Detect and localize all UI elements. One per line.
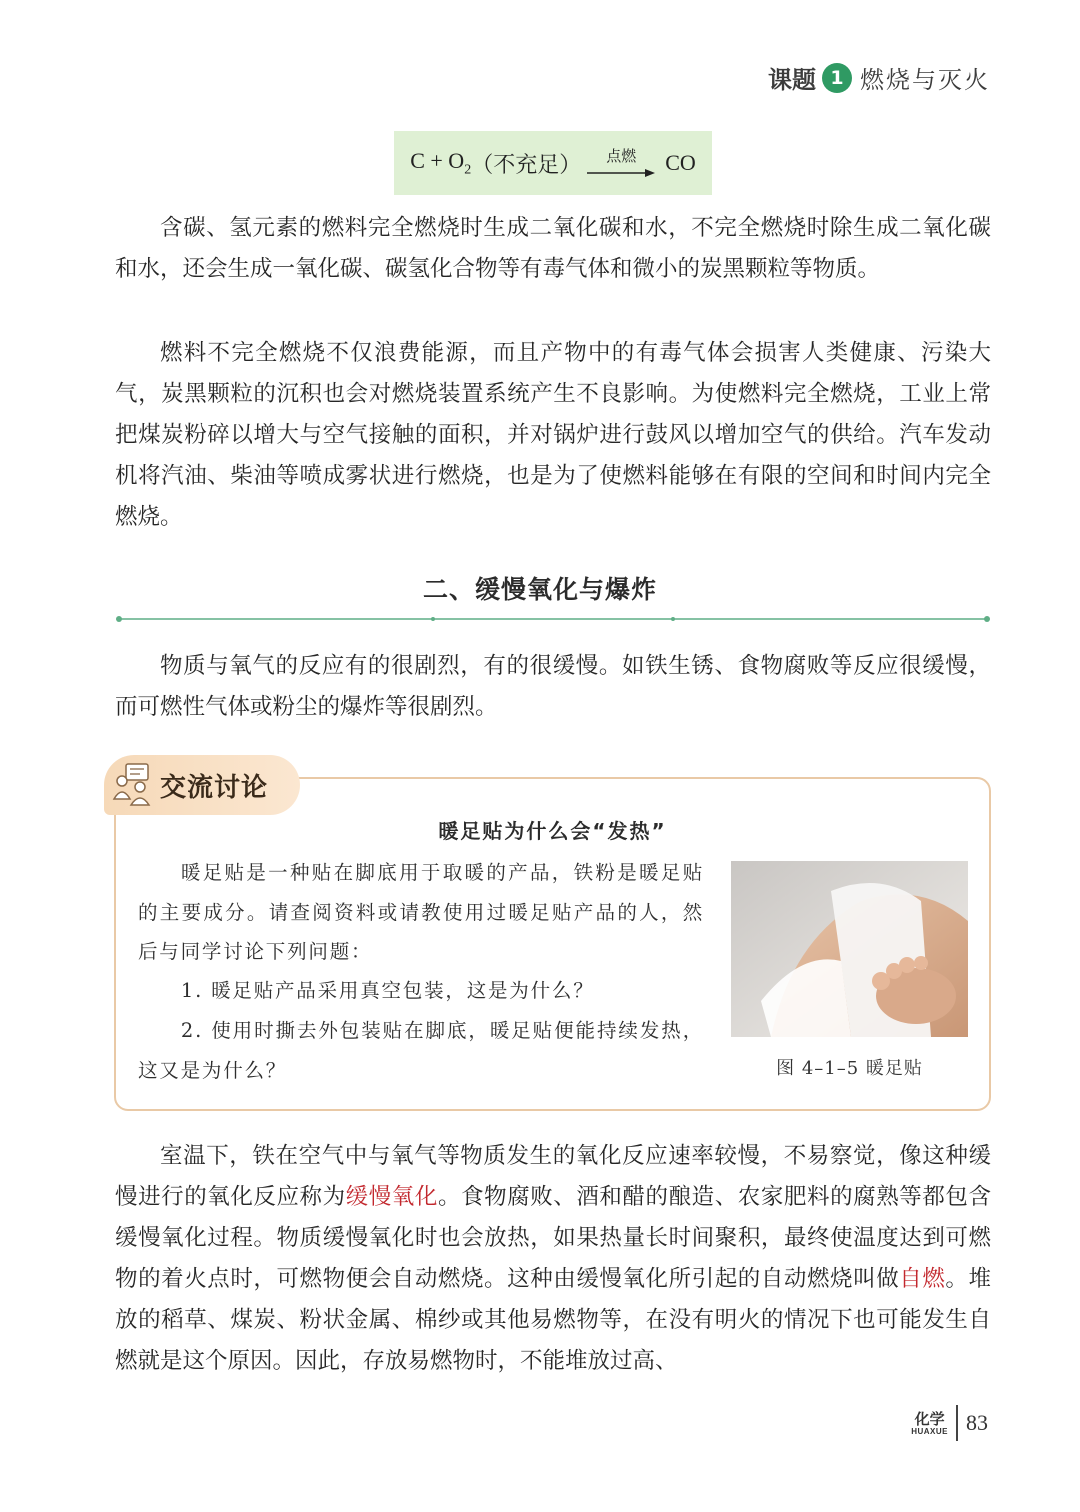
discussion-people-icon xyxy=(112,761,156,807)
o2-subscript: 2 xyxy=(464,162,472,178)
term-spontaneous-combustion: 自燃 xyxy=(899,1266,946,1292)
paragraph-incomplete-combustion: 燃料不完全燃烧不仅浪费能源，而且产物中的有毒气体会损害人类健康、污染大气，炭黑颗粒的沉积也会对燃烧装置系统产生不良影响。为使燃料完全燃烧，工业上常把煤炭粉碎以增大与空气接触的面积，并对锅炉进行鼓风以增加空气的供给。汽车发动机将汽油、柴油等喷成雾状进行燃烧，也是为了使燃料能够在有限的空间和时间内完全燃烧。 xyxy=(115,340,991,530)
chapter-label: 课题 xyxy=(768,66,816,94)
discussion-heading: 暖足贴为什么会“发热” xyxy=(438,819,667,843)
arrow-right-icon xyxy=(587,167,655,179)
discussion-question-2: 2. 使用时撕去外包装贴在脚底，暖足贴便能持续发热，这又是为什么？ xyxy=(138,1019,704,1082)
section-divider xyxy=(115,612,991,626)
equation-box xyxy=(394,131,712,195)
discussion-tab xyxy=(104,755,300,815)
reaction-arrow xyxy=(587,148,655,179)
subject-logo: 化学 HUAXUE xyxy=(911,1409,948,1436)
chapter-title: 燃烧与灭火 xyxy=(860,66,990,94)
arrow-condition: 点燃 xyxy=(606,148,637,165)
chapter-header xyxy=(768,60,990,95)
figure-caption: 图 4–1–5 暖足贴 xyxy=(776,1058,923,1079)
footer-divider xyxy=(956,1405,958,1441)
discussion-intro: 暖足贴是一种贴在脚底用于取暖的产品，铁粉是暖足贴的主要成分。请查阅资料或请教使用过暖足贴产品的人，然后与同学讨论下列问题： xyxy=(138,861,704,963)
foot-warmer-photo xyxy=(731,861,968,1037)
equation-reactant: $C + O_2$ xyxy=(410,147,472,178)
paragraph-slow-oxidation: 室温下，铁在空气中与氧气等物质发生的氧化反应速率较慢，不易察觉，像这种缓慢进行的氧化反应称为缓慢氧化。食物腐败、酒和醋的酿造、农家肥料的腐熟等都包含缓慢氧化过程。物质缓慢氧化时也会放热，如果热量长时间聚积，最终使温度达到可燃物的着火点时，可燃物便会自动燃烧。这种由缓慢氧化所引起的自动燃烧叫做自燃。堆放的稻草、煤炭、粉状金属、棉纱或其他易燃物等，在没有明火的情况下也可能发生自燃就是这个原因。因此，存放易燃物时，不能堆放过高、 xyxy=(115,1143,991,1374)
term-slow-oxidation: 缓慢氧化 xyxy=(345,1184,438,1210)
page-footer xyxy=(911,1405,988,1441)
paragraph-oxidation-intro: 物质与氧气的反应有的很剧烈，有的很缓慢。如铁生锈、食物腐败等反应很缓慢，而可燃性气体或粉尘的爆炸等很剧烈。 xyxy=(115,653,991,720)
discussion-question-1: 1. 暖足贴产品采用真空包装，这是为什么？ xyxy=(180,979,595,1002)
chapter-number-badge: 1 xyxy=(822,63,852,93)
discussion-tab-label: 交流讨论 xyxy=(160,772,269,803)
section-title: 二、缓慢氧化与爆炸 xyxy=(422,575,657,604)
equation-condition-paren: （不充足） xyxy=(471,151,582,177)
page-number: 83 xyxy=(966,1410,988,1435)
equation-product: CO xyxy=(665,150,696,175)
paragraph-complete-combustion: 含碳、氢元素的燃料完全燃烧时生成二氧化碳和水，不完全燃烧时除生成二氧化碳和水，还会生成一氧化碳、碳氢化合物等有毒气体和微小的炭黑颗粒等物质。 xyxy=(115,215,991,282)
